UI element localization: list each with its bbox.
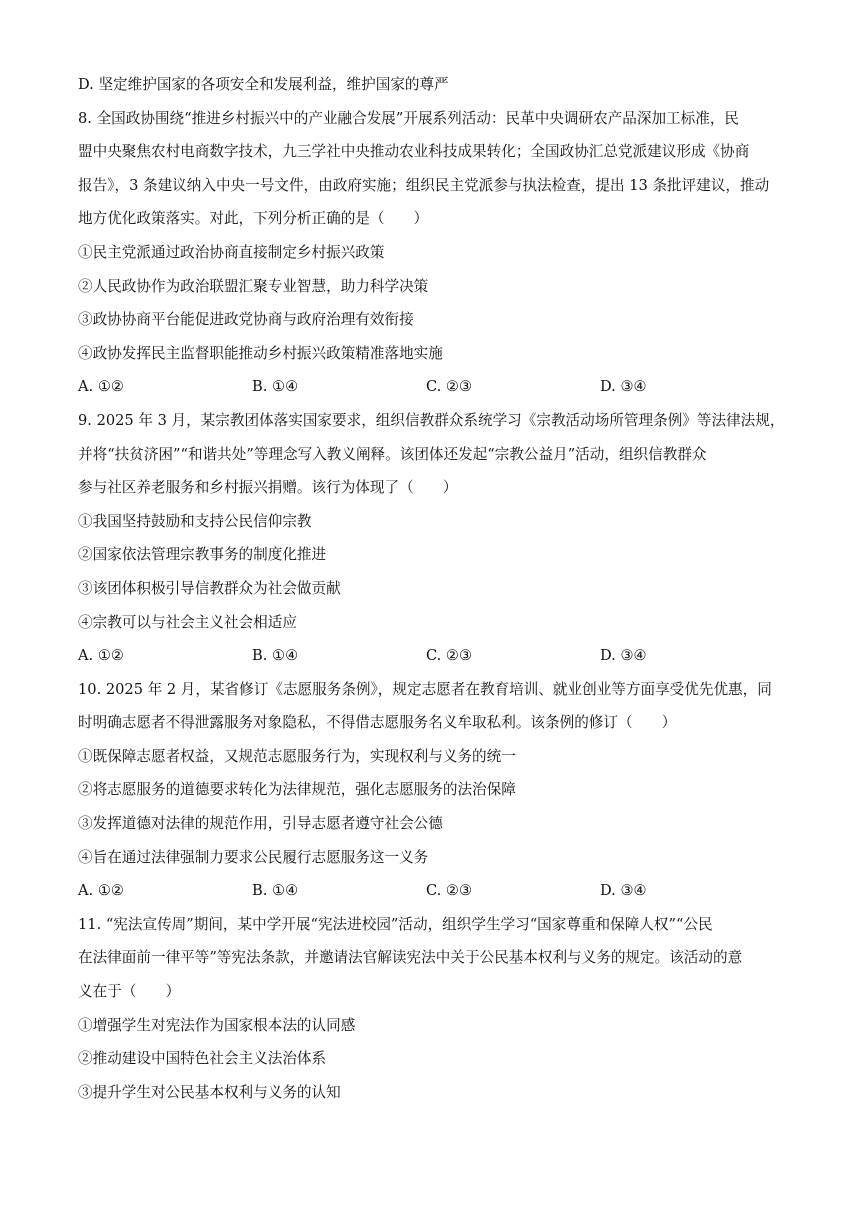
q9-statement-3: ③该团体积极引导信教群众为社会做贡献	[78, 579, 341, 597]
q10-stem-line: 时明确志愿者不得泄露服务对象隐私，不得借志愿服务名义牟取私利。该条例的修订（ ）	[78, 714, 677, 732]
q9-statement-4: ④宗教可以与社会主义社会相适应	[78, 613, 297, 631]
q8-option-b: B. ①④	[252, 378, 299, 396]
q9-stem-line: 并将“扶贫济困”“和谐共处”等理念写入教义阐释。该团体还发起“宗教公益月”活动，组织信教群众	[78, 445, 707, 463]
exam-page	[78, 68, 788, 1109]
q8-option-c: C. ②③	[426, 378, 473, 396]
q8-stem-line: 报告》，3 条建议纳入中央一号文件，由政府实施；组织民主党派参与执法检查，提出 13 条批评建议，推动	[78, 176, 770, 194]
q11-stem-line: 义在于（ ）	[78, 983, 181, 1001]
q8-stem-line: 盟中央聚焦农村电商数字技术，九三学社中央推动农业科技成果转化；全国政协汇总党派建议形成《协商	[78, 143, 750, 161]
q8-statement-2: ②人民政协作为政治联盟汇聚专业智慧，助力科学决策	[78, 277, 429, 295]
q9-statement-2: ②国家依法管理宗教事务的制度化推进	[78, 546, 327, 564]
q8-statement-3: ③政协协商平台能促进政党协商与政府治理有效衔接	[78, 311, 414, 329]
q11-stem-line: 11. “宪法宣传周”期间，某中学开展“宪法进校园”活动，组织学生学习“国家尊重和保障人权”“公民	[78, 915, 713, 933]
q7-option-d: D. 坚定维护国家的各项安全和发展利益，维护国家的尊严	[78, 76, 449, 93]
q9-options	[78, 639, 788, 673]
q8-stem-line: 地方优化政策落实。对此，下列分析正确的是（ ）	[78, 210, 429, 228]
q9-option-d: D. ③④	[600, 647, 647, 665]
q8-options	[78, 370, 788, 404]
question-11	[78, 908, 788, 1110]
q9-stem-line: 9. 2025 年 3 月，某宗教团体落实国家要求，组织信教群众系统学习《宗教活动场所管理条例》等法律法规，	[78, 411, 785, 429]
q9-stem-line: 参与社区养老服务和乡村振兴捐赠。该行为体现了（ ）	[78, 479, 458, 497]
q10-stem-line: 10. 2025 年 2 月，某省修订《志愿服务条例》，规定志愿者在教育培训、就业创业等方面享受优先优惠，同	[78, 680, 772, 698]
q8-option-a: A. ①②	[78, 378, 124, 396]
q8-statement-4: ④政协发挥民主监督职能推动乡村振兴政策精准落地实施	[78, 344, 443, 362]
question-9	[78, 404, 788, 673]
q10-option-a: A. ①②	[78, 882, 124, 900]
q11-stem-line: 在法律面前一律平等”等宪法条款，并邀请法官解读宪法中关于公民基本权利与义务的规定。该活动的意	[78, 949, 743, 967]
q10-statement-3: ③发挥道德对法律的规范作用，引导志愿者遵守社会公德	[78, 815, 443, 833]
q10-options	[78, 874, 788, 908]
q9-option-c: C. ②③	[426, 647, 473, 665]
q10-option-b: B. ①④	[252, 882, 299, 900]
q10-statement-4: ④旨在通过法律强制力要求公民履行志愿服务这一义务	[78, 848, 429, 866]
q9-option-a: A. ①②	[78, 647, 124, 665]
q8-statement-1: ①民主党派通过政治协商直接制定乡村振兴政策	[78, 243, 385, 261]
question-10	[78, 673, 788, 908]
question-8	[78, 102, 788, 404]
q11-statement-1: ①增强学生对宪法作为国家根本法的认同感	[78, 1016, 356, 1034]
q10-option-d: D. ③④	[600, 882, 647, 900]
q8-stem-line: 8. 全国政协围绕“推进乡村振兴中的产业融合发展”开展系列活动：民革中央调研农产品深加工标准，民	[78, 109, 740, 127]
q9-option-b: B. ①④	[252, 647, 299, 665]
q10-statement-2: ②将志愿服务的道德要求转化为法律规范，强化志愿服务的法治保障	[78, 781, 516, 799]
q10-option-c: C. ②③	[426, 882, 473, 900]
q11-statement-2: ②推动建设中国特色社会主义法治体系	[78, 1050, 327, 1068]
q9-statement-1: ①我国坚持鼓励和支持公民信仰宗教	[78, 512, 312, 530]
q10-statement-1: ①既保障志愿者权益，又规范志愿服务行为，实现权利与义务的统一	[78, 747, 516, 765]
q8-option-d: D. ③④	[600, 378, 647, 396]
q11-statement-3: ③提升学生对公民基本权利与义务的认知	[78, 1083, 341, 1101]
